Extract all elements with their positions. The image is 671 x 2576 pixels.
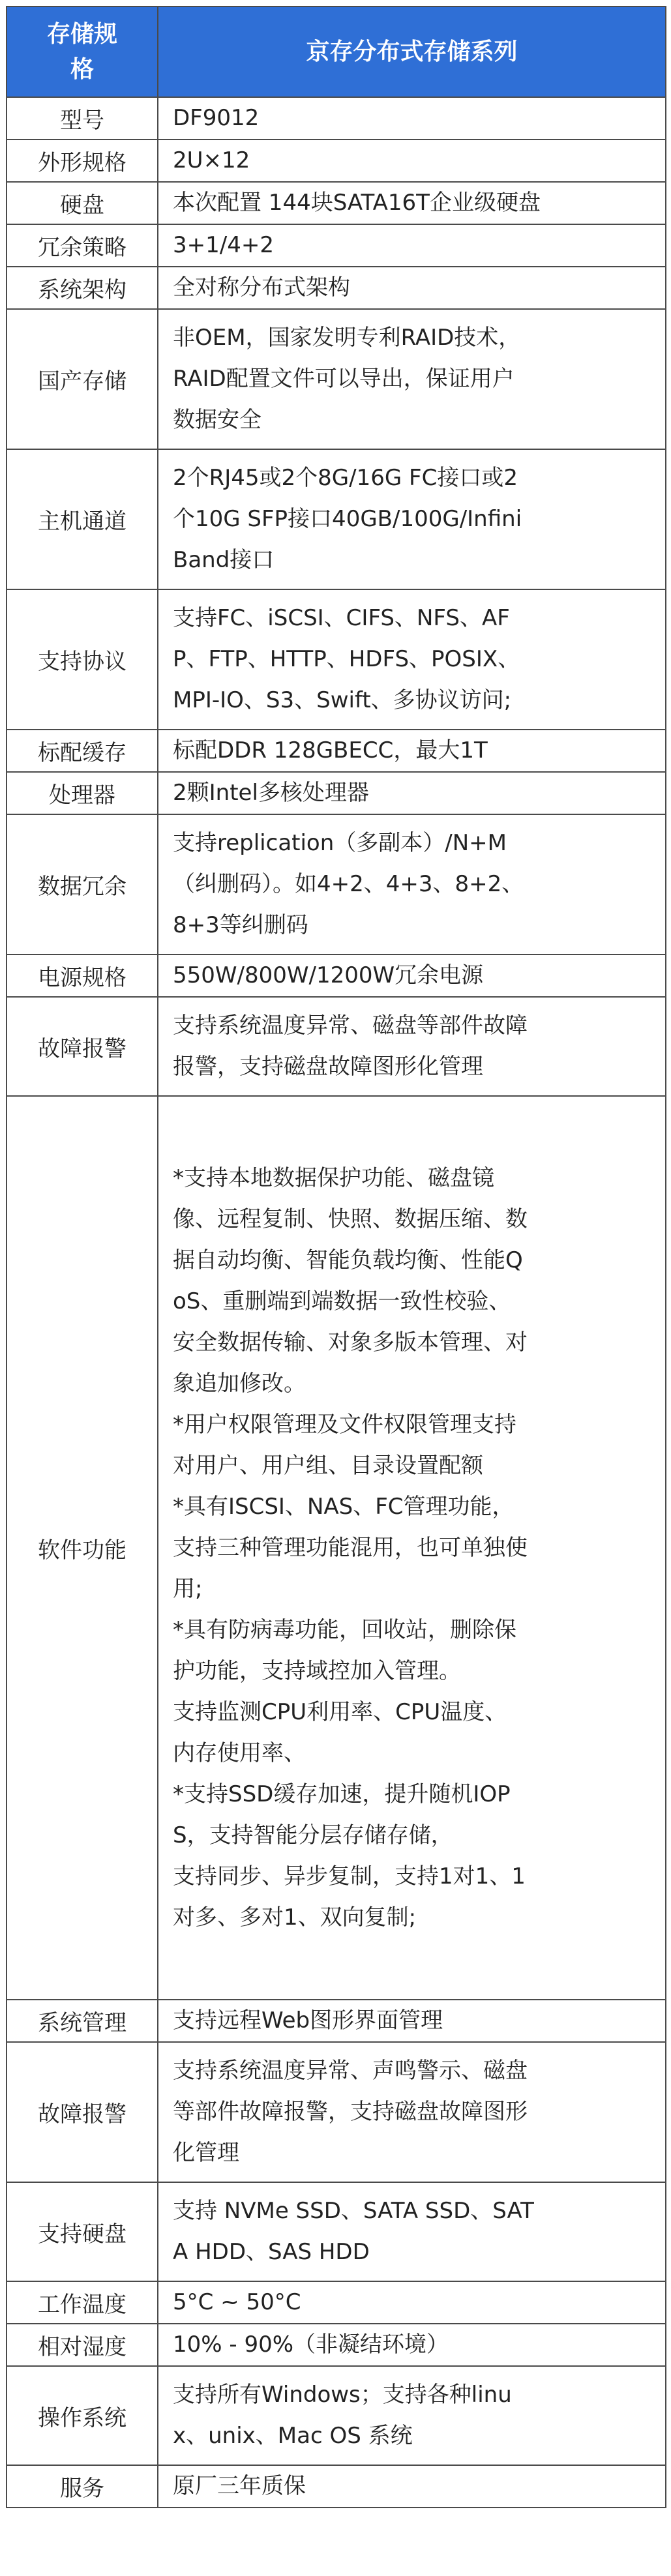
value-line: 2U×12 [173,147,250,173]
value-line: 本次配置 144块SATA16T企业级硬盘 [173,190,541,216]
row-value [158,997,666,1096]
value-line: x、unix、Mac OS 系统 [173,2423,413,2449]
table-row [7,2324,666,2366]
value-line: 10% - 90%（非凝结环境） [173,2332,449,2358]
spec-table [6,6,666,2508]
row-value [158,2182,666,2281]
value-line: 报警，支持磁盘故障图形化管理 [173,1054,483,1080]
row-label: 软件功能 [7,1096,158,2000]
row-label: 系统架构 [7,267,158,309]
value-line: 支持远程Web图形界面管理 [173,2007,443,2034]
value-line: Band接口 [173,547,275,573]
row-value [158,589,666,730]
row-label: 系统管理 [7,2000,158,2042]
value-line: 安全数据传输、对象多版本管理、对 [173,1329,528,1355]
row-label: 操作系统 [7,2366,158,2465]
value-line: 像、远程复制、快照、数据压缩、数 [173,1206,528,1232]
row-value [158,772,666,814]
spec-body [7,97,666,2508]
row-value [158,449,666,589]
value-line: P、FTP、HTTP、HDFS、POSIX、 [173,646,520,672]
value-line: 支持监测CPU利用率、CPU温度、 [173,1698,507,1725]
value-line: 用; [173,1575,203,1602]
row-label: 电源规格 [7,955,158,997]
value-line: *支持SSD缓存加速，提升随机IOP [173,1781,511,1807]
row-value [158,267,666,309]
table-row [7,309,666,449]
value-line: 护功能，支持域控加入管理。 [173,1657,461,1684]
value-line: 等部件故障报警，支持磁盘故障图形 [173,2099,528,2125]
row-label: 硬盘 [7,182,158,224]
value-line: 3+1/4+2 [173,232,274,258]
table-row [7,814,666,955]
table-row [7,2465,666,2508]
row-value [158,97,666,140]
table-row [7,589,666,730]
row-label: 国产存储 [7,309,158,449]
table-row [7,97,666,140]
value-line: 标配DDR 128GBECC，最大1T [173,737,488,763]
row-label: 数据冗余 [7,814,158,955]
value-line: A HDD、SAS HDD [173,2239,370,2265]
table-row [7,2182,666,2281]
row-label: 故障报警 [7,997,158,1096]
value-line: *具有防病毒功能，回收站，删除保 [173,1616,516,1643]
row-label: 标配缓存 [7,730,158,772]
value-line: S，支持智能分层存储存储， [173,1822,453,1848]
value-line: 支持三种管理功能混用，也可单独使 [173,1534,528,1561]
table-row [7,772,666,814]
value-line: 数据安全 [173,407,261,433]
row-value [158,182,666,224]
table-row [7,2281,666,2324]
value-line: 2颗Intel多核处理器 [173,780,369,806]
value-line: 支持 NVMe SSD、SATA SSD、SAT [173,2198,534,2224]
value-line: *支持本地数据保护功能、磁盘镜 [173,1164,494,1191]
table-row [7,267,666,309]
value-line: 原厂三年质保 [173,2473,306,2499]
row-label: 处理器 [7,772,158,814]
row-value [158,2042,666,2182]
row-label: 工作温度 [7,2281,158,2324]
value-line: 550W/800W/1200W冗余电源 [173,962,484,988]
row-value [158,224,666,267]
header-spec: 存储规格 [7,7,158,97]
value-line: 化管理 [173,2140,239,2166]
value-line: 支持所有Windows；支持各种linu [173,2382,512,2408]
row-label: 外形规格 [7,140,158,182]
value-line: *具有ISCSI、NAS、FC管理功能， [173,1493,514,1520]
row-label: 故障报警 [7,2042,158,2182]
row-value [158,2465,666,2508]
row-value [158,955,666,997]
row-label: 服务 [7,2465,158,2508]
row-label: 相对湿度 [7,2324,158,2366]
value-line: 支持同步、异步复制，支持1对1、1 [173,1863,526,1889]
value-line: *用户权限管理及文件权限管理支持 [173,1411,516,1438]
row-value [158,2366,666,2465]
value-line: 个10G SFP接口40GB/100G/Infini [173,506,522,532]
row-value [158,309,666,449]
row-label: 主机通道 [7,449,158,589]
value-line: 8+3等纠删码 [173,912,308,938]
value-line: DF9012 [173,105,260,131]
row-value [158,814,666,955]
row-value [158,2281,666,2324]
value-line: 非OEM，国家发明专利RAID技术， [173,325,521,351]
row-label: 支持硬盘 [7,2182,158,2281]
row-value [158,730,666,772]
table-row [7,182,666,224]
value-line: 对多、多对1、双向复制; [173,1904,417,1931]
table-row [7,449,666,589]
value-line: 支持系统温度异常、磁盘等部件故障 [173,1013,528,1039]
value-line: 支持replication（多副本）/N+M [173,830,507,856]
table-row [7,2000,666,2042]
row-value [158,140,666,182]
table-row [7,2366,666,2465]
value-line: 据自动均衡、智能负载均衡、性能Q [173,1247,523,1273]
value-line: 5°C ~ 50°C [173,2289,301,2315]
value-line: （纠删码）。如4+2、4+3、8+2、 [173,871,524,897]
table-header-row [7,7,666,97]
table-row [7,730,666,772]
table-row [7,1096,666,2000]
value-line: 2个RJ45或2个8G/16G FC接口或2 [173,465,518,491]
row-value [158,2000,666,2042]
value-line: RAID配置文件可以导出，保证用户 [173,366,514,392]
value-line: MPI-IO、S3、Swift、多协议访问; [173,687,512,713]
value-line: 支持FC、iSCSI、CIFS、NFS、AF [173,605,510,631]
value-line: oS、重删端到端数据一致性校验、 [173,1288,511,1314]
value-line: 支持系统温度异常、声鸣警示、磁盘 [173,2058,528,2084]
row-label: 型号 [7,97,158,140]
table-row [7,955,666,997]
row-value [158,1096,666,2000]
row-label: 冗余策略 [7,224,158,267]
value-line: 对用户、用户组、目录设置配额 [173,1452,483,1479]
table-row [7,997,666,1096]
value-line: 全对称分布式架构 [173,274,350,301]
row-label: 支持协议 [7,589,158,730]
table-row [7,224,666,267]
table-row [7,140,666,182]
table-row [7,2042,666,2182]
header-series: 京存分布式存储系列 [158,7,666,97]
row-value [158,2324,666,2366]
value-line: 象追加修改。 [173,1370,306,1397]
value-line: 内存使用率、 [173,1740,306,1766]
